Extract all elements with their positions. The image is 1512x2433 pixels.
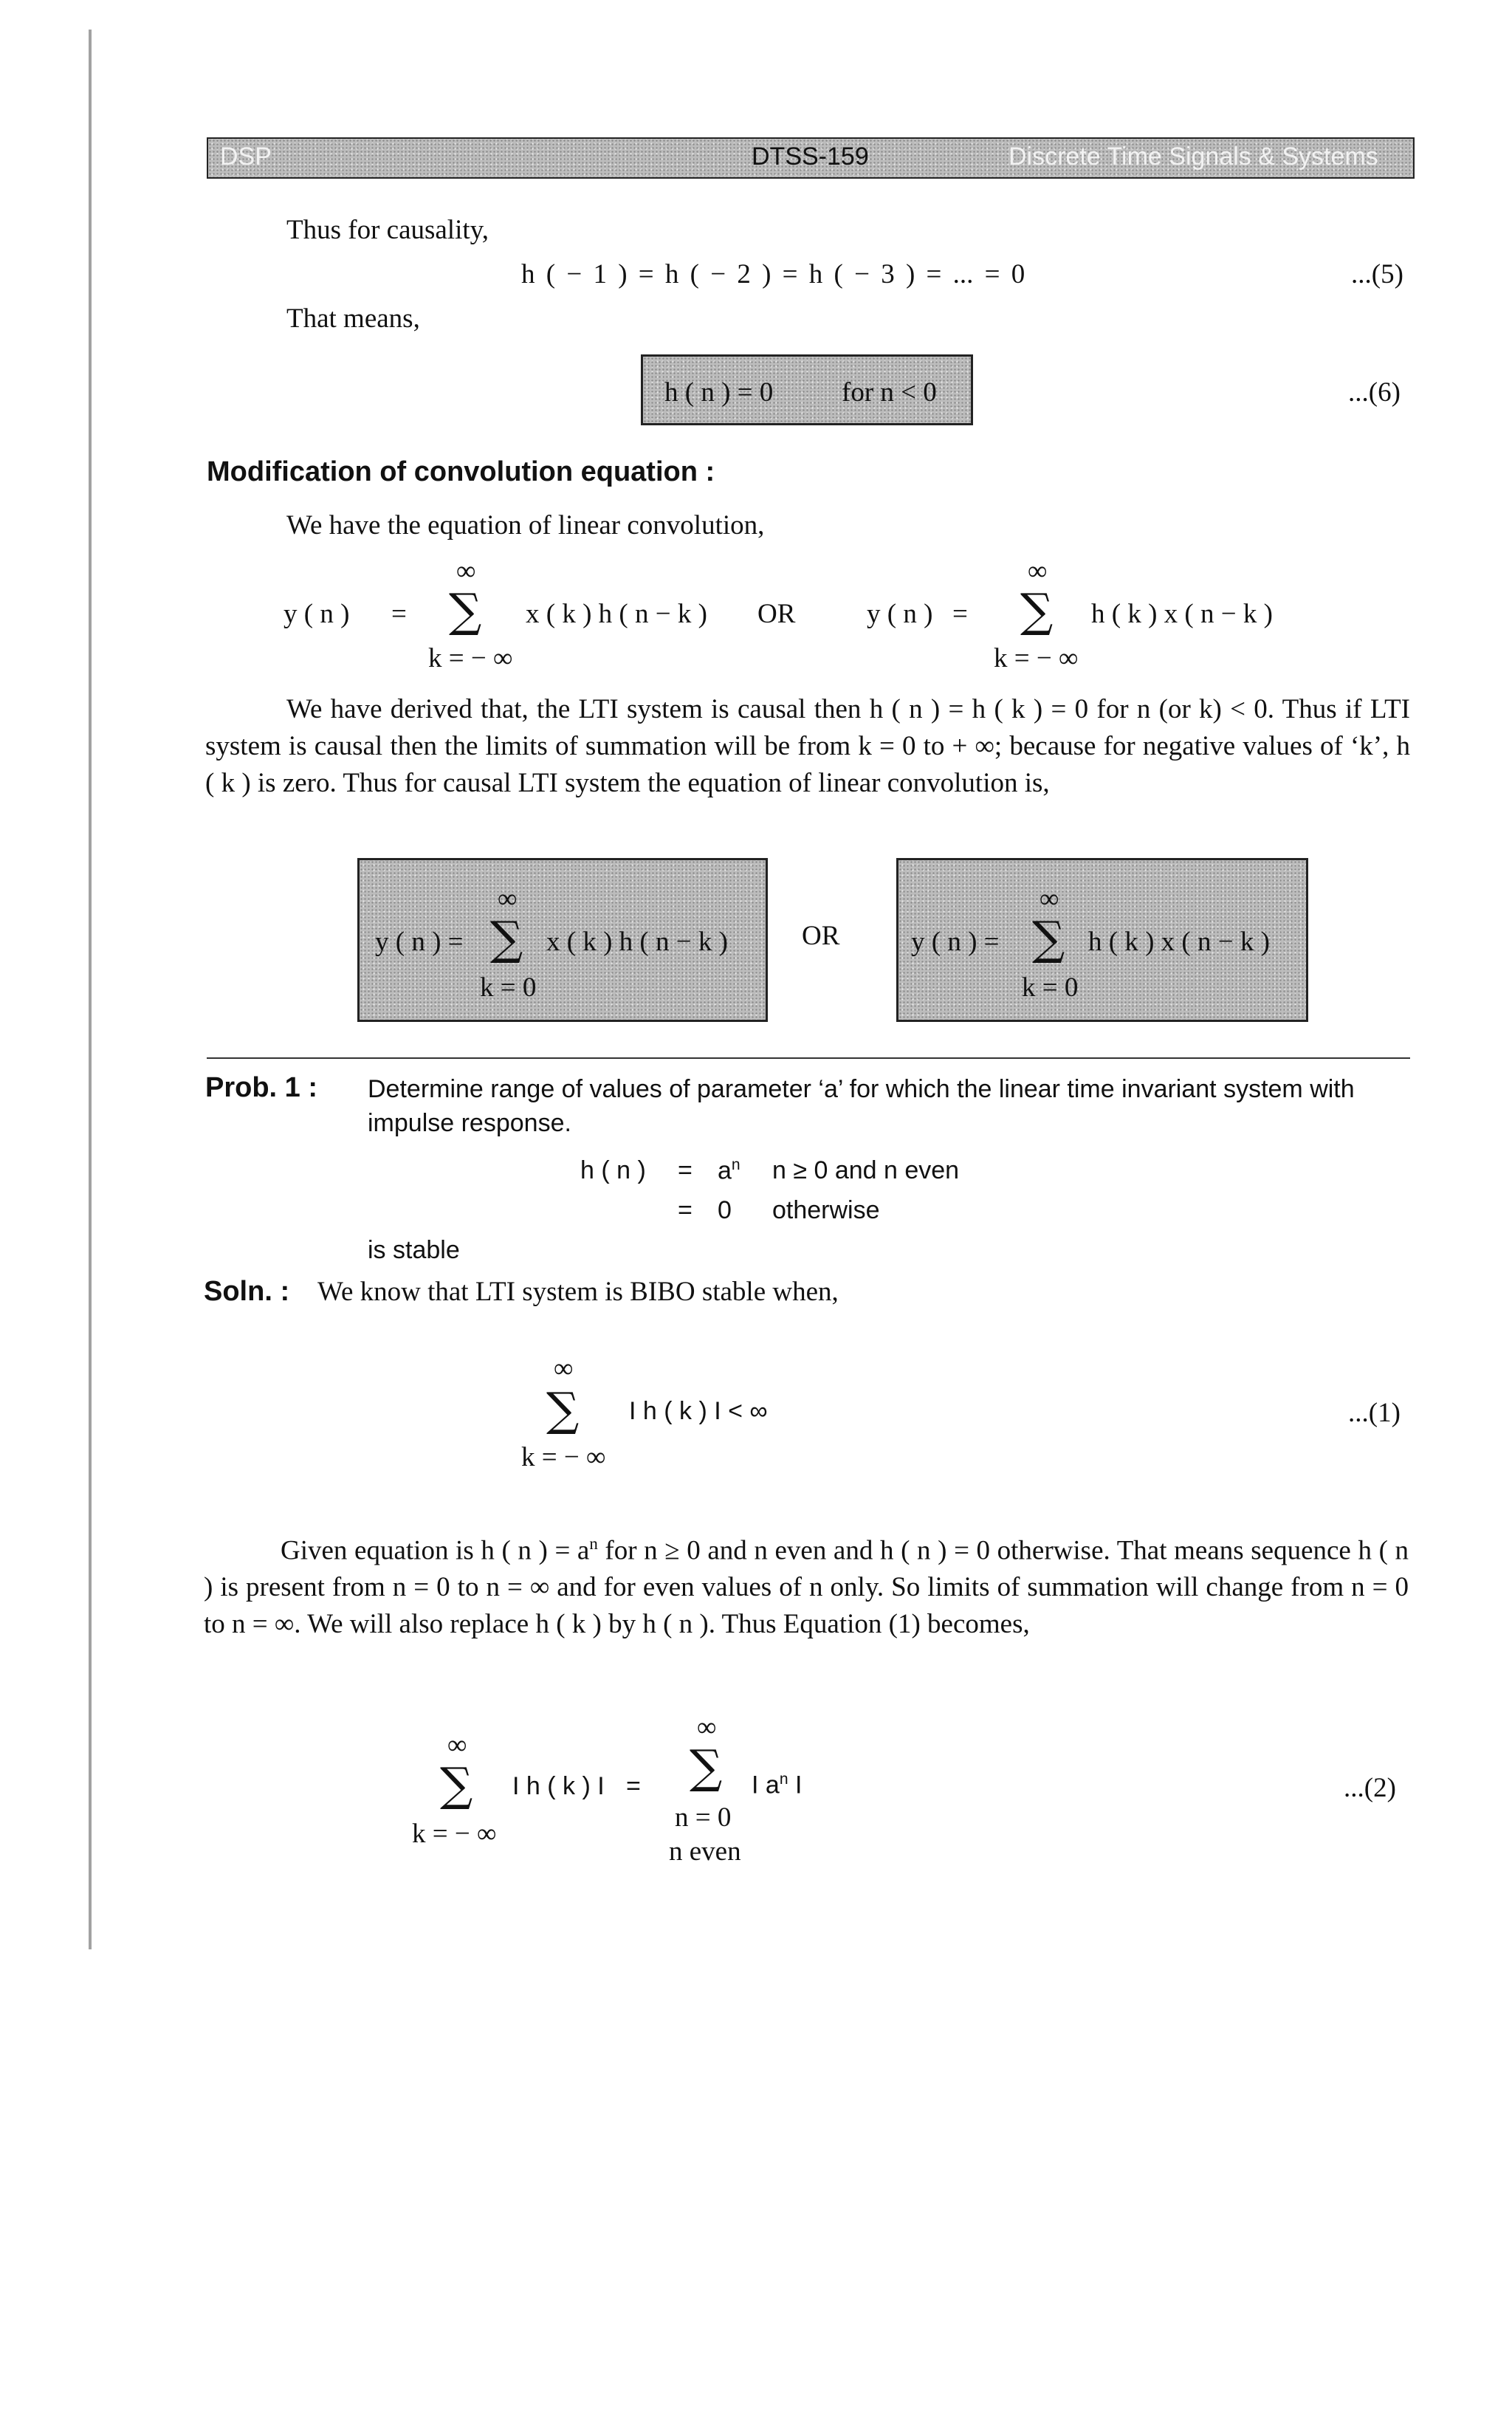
sol-eq2-term-left: I h ( k ) I: [512, 1772, 605, 1800]
boxed-or-label: OR: [802, 921, 840, 951]
header-left-label: DSP: [220, 143, 272, 171]
sol-eq2-term-right: I $a^n$ I: [752, 1771, 803, 1799]
eq-or-label: OR: [757, 599, 796, 629]
eq2-lower-limit: k = − ∞: [994, 643, 1079, 673]
sol-eq1-upper-limit: ∞: [554, 1353, 574, 1384]
box1-sigma: ∑: [490, 911, 523, 965]
impulse-response-lhs: h ( n ): [580, 1156, 646, 1184]
solution-label: Soln. :: [204, 1276, 290, 1307]
box2-sigma: ∑: [1032, 911, 1065, 965]
box2-term: h ( k ) x ( n − k ): [1088, 927, 1270, 957]
box1-lower-limit: k = 0: [480, 972, 537, 1003]
eq1-term: x ( k ) h ( n − k ): [526, 599, 707, 629]
solution-paragraph: Given equation is h ( n ) = $a^n$ for n ≥ 0 and n even and h ( n ) = 0 otherwise. That means sequence h ( n ) is present from n = 0 to n = ∞ and for even values of n only. So limits of summation will change from n = 0 to n = ∞. We will also replace h ( k ) by h ( n ). Thus Equation (1) becomes,: [204, 1534, 1409, 1640]
eq2-equals: =: [952, 599, 968, 629]
solution-intro: We know that LTI system is BIBO stable when,: [317, 1277, 839, 1307]
sol-eq2-lower-limit-condition: n even: [669, 1836, 741, 1867]
sol-eq1-lower-limit: k = − ∞: [521, 1442, 606, 1472]
section-divider: [207, 1057, 1410, 1059]
impulse-eq-b: =: [678, 1196, 693, 1224]
that-means-text: That means,: [286, 303, 420, 334]
impulse-value-a: $a^n$: [718, 1156, 740, 1185]
equation-number-1: ...(1): [1348, 1398, 1401, 1428]
is-stable-text: is stable: [368, 1236, 460, 1264]
sol-eq2-upper-limit-right: ∞: [697, 1712, 717, 1743]
boxed-equation-condition: for n < 0: [842, 377, 937, 408]
eq2-lhs: y ( n ): [867, 599, 933, 629]
impulse-condition-a: n ≥ 0 and n even: [772, 1156, 960, 1184]
sol-eq2-lower-limit-right: n = 0: [675, 1802, 732, 1833]
eq1-lower-limit: k = − ∞: [428, 643, 513, 673]
sol-eq2-equals: =: [626, 1772, 641, 1800]
section-heading: Modification of convolution equation :: [207, 456, 715, 487]
equation-number-2: ...(2): [1344, 1773, 1396, 1803]
box2-upper-limit: ∞: [1040, 884, 1059, 914]
sol-eq2-lower-limit-left: k = − ∞: [412, 1819, 497, 1849]
impulse-condition-b: otherwise: [772, 1196, 880, 1224]
problem-label: Prob. 1 :: [205, 1072, 318, 1103]
header-page-code: DTSS-159: [752, 143, 869, 171]
impulse-eq-a: =: [678, 1156, 693, 1184]
causality-equation: h ( − 1 ) = h ( − 2 ) = h ( − 3 ) = ... = 0: [521, 259, 1025, 289]
sol-eq2-sigma-right: ∑: [690, 1740, 723, 1794]
box1-lhs: y ( n ) =: [375, 927, 464, 957]
eq2-term: h ( k ) x ( n − k ): [1091, 599, 1273, 629]
header-right-title: Discrete Time Signals & Systems: [1008, 143, 1378, 171]
equation-number-6: ...(6): [1348, 377, 1401, 408]
sol-eq1-sigma: ∑: [546, 1382, 580, 1436]
eq1-equals: =: [391, 599, 407, 629]
box1-upper-limit: ∞: [498, 884, 518, 914]
box2-lhs: y ( n ) =: [911, 927, 1000, 957]
convolution-intro: We have the equation of linear convolution,: [286, 510, 765, 541]
box2-lower-limit: k = 0: [1022, 972, 1079, 1003]
sol-eq1-term: I h ( k ) I < ∞: [629, 1397, 768, 1425]
box1-term: x ( k ) h ( n − k ): [546, 927, 728, 957]
eq2-upper-limit: ∞: [1028, 556, 1048, 586]
eq2-sigma: ∑: [1020, 583, 1054, 637]
impulse-value-b: 0: [718, 1196, 732, 1224]
problem-text: Determine range of values of parameter ‘a’ for which the linear time invariant system with impulse response.: [368, 1075, 1355, 1137]
eq1-sigma: ∑: [449, 583, 482, 637]
eq1-upper-limit: ∞: [456, 556, 476, 586]
boxed-equation-lhs: h ( n ) = 0: [664, 377, 774, 408]
scan-binding-line: [89, 30, 92, 1949]
causality-intro: Thus for causality,: [286, 215, 489, 245]
sol-eq2-sigma-left: ∑: [440, 1757, 473, 1811]
causal-paragraph: We have derived that, the LTI system is causal then h ( n ) = h ( k ) = 0 for n (or k) < 0. Thus if LTI system is causal then the limits of summation will be from k = 0 to + ∞; because for negative values of ‘k’, h ( k ) is zero. Thus for causal LTI system the equation of linear convolution is,: [205, 694, 1410, 798]
eq1-lhs: y ( n ): [284, 599, 350, 629]
sol-eq2-upper-limit-left: ∞: [447, 1730, 467, 1760]
equation-number-5: ...(5): [1351, 259, 1403, 289]
